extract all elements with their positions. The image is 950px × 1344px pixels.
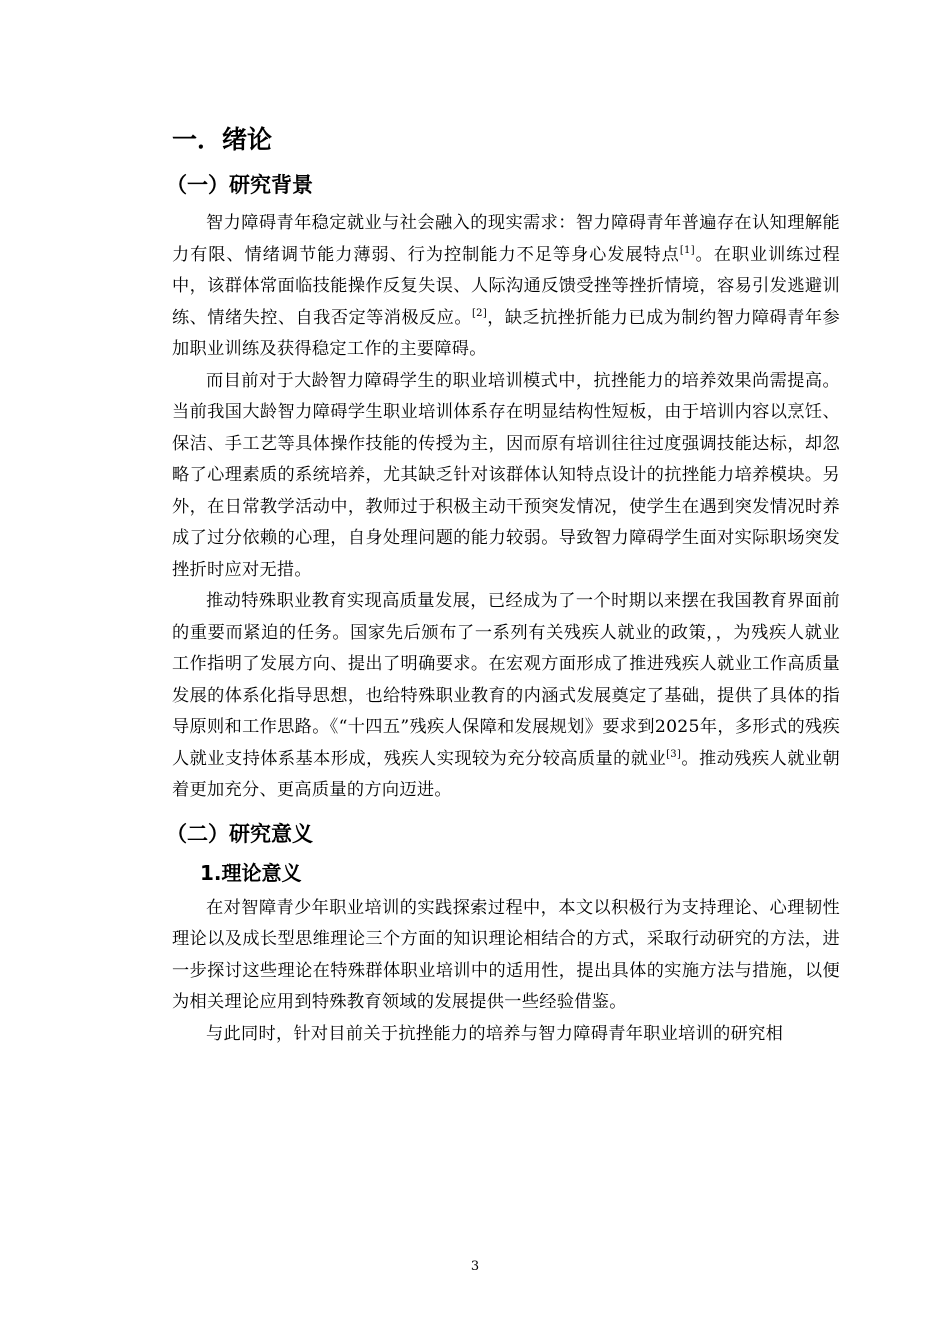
page-content [166, 122, 841, 1050]
citation-1: [1] [679, 244, 695, 256]
section-heading-significance: （二）研究意义 [166, 821, 313, 846]
citation-3: [3] [666, 748, 682, 760]
paragraph-1-part-b: 。在职业训练过程中，该群体常面临技能操作反复失误、人际沟通反馈受挫等挫折情境，容易引发逃避训练、情绪失控、自我否定等消极反应。 [172, 244, 840, 328]
paragraph-3-part-b: 。推动残疾人就业朝着更加充分、更高质量的方向迈进。 [172, 748, 841, 800]
paragraph-5: 与此同时，针对目前关于抗挫能力的培养与智力障碍青年职业培训的研究相 [206, 1023, 784, 1044]
citation-2: [2] [471, 307, 488, 319]
subsection-heading-theory: 1.理论意义 [200, 860, 302, 885]
paragraph-3 [172, 586, 840, 807]
page-number: 3 [470, 1259, 480, 1274]
paragraph-2: 而目前对于大龄智力障碍学生的职业培训模式中，抗挫能力的培养效果尚需提高。当前我国大龄智力障碍学生职业培训体系存在明显结构性短板，由于培训内容以烹饪、保洁、手工艺等具体操作技能的传授为主，因而原有培训往往过度强调技能达标，却忽略了心理素质的系统培养，尤其缺乏针对该群体认知特点设计的抗挫能力培养模块。另外，在日常教学活动中，教师过于积极主动干预突发情况，使学生在遇到突发情况时养成了过分依赖的心理，自身处理问题的能力较弱。导致智力障碍学生面对实际职场突发挫折时应对无措。 [172, 370, 840, 580]
paragraph-1 [172, 208, 840, 366]
paragraph-3-part-a: 推动特殊职业教育实现高质量发展，已经成为了一个时期以来摆在我国教育界面前的重要而紧迫的任务。国家先后颁布了一系列有关残疾人就业的政策，，为残疾人就业工作指明了发展方向、提出了明确要求。在宏观方面形成了推进残疾人就业工作高质量发展的体系化指导思想，也给特殊职业教育的内涵式发展奠定了基础，提供了具体的指导原则和工作思路。《“十四五”残疾人保障和发展规划》要求到2025年，多形式的残疾人就业支持体系基本形成，残疾人实现较为充分较高质量的就业 [172, 591, 840, 769]
paragraph-1-part-a: 智力障碍青年稳定就业与社会融入的现实需求：智力障碍青年普遍存在认知理解能力有限、情绪调节能力薄弱、行为控制能力不足等身心发展特点 [172, 213, 840, 265]
paragraph-1-part-c: ，缺乏抗挫折能力已成为制约智力障碍青年参加职业训练及获得稳定工作的主要障碍。 [172, 307, 840, 359]
section-heading-background: （一）研究背景 [166, 173, 313, 197]
chapter-heading: 一．绪论 [172, 125, 273, 154]
paragraph-4: 在对智障青少年职业培训的实践探索过程中，本文以积极行为支持理论、心理韧性理论以及成长型思维理论三个方面的知识理论相结合的方式，采取行动研究的方法，进一步探讨这些理论在特殊群体职业培训中的适用性，提出具体的实施方法与措施，以便为相关理论应用到特殊教育领域的发展提供一些经验借鉴。 [172, 897, 840, 1012]
